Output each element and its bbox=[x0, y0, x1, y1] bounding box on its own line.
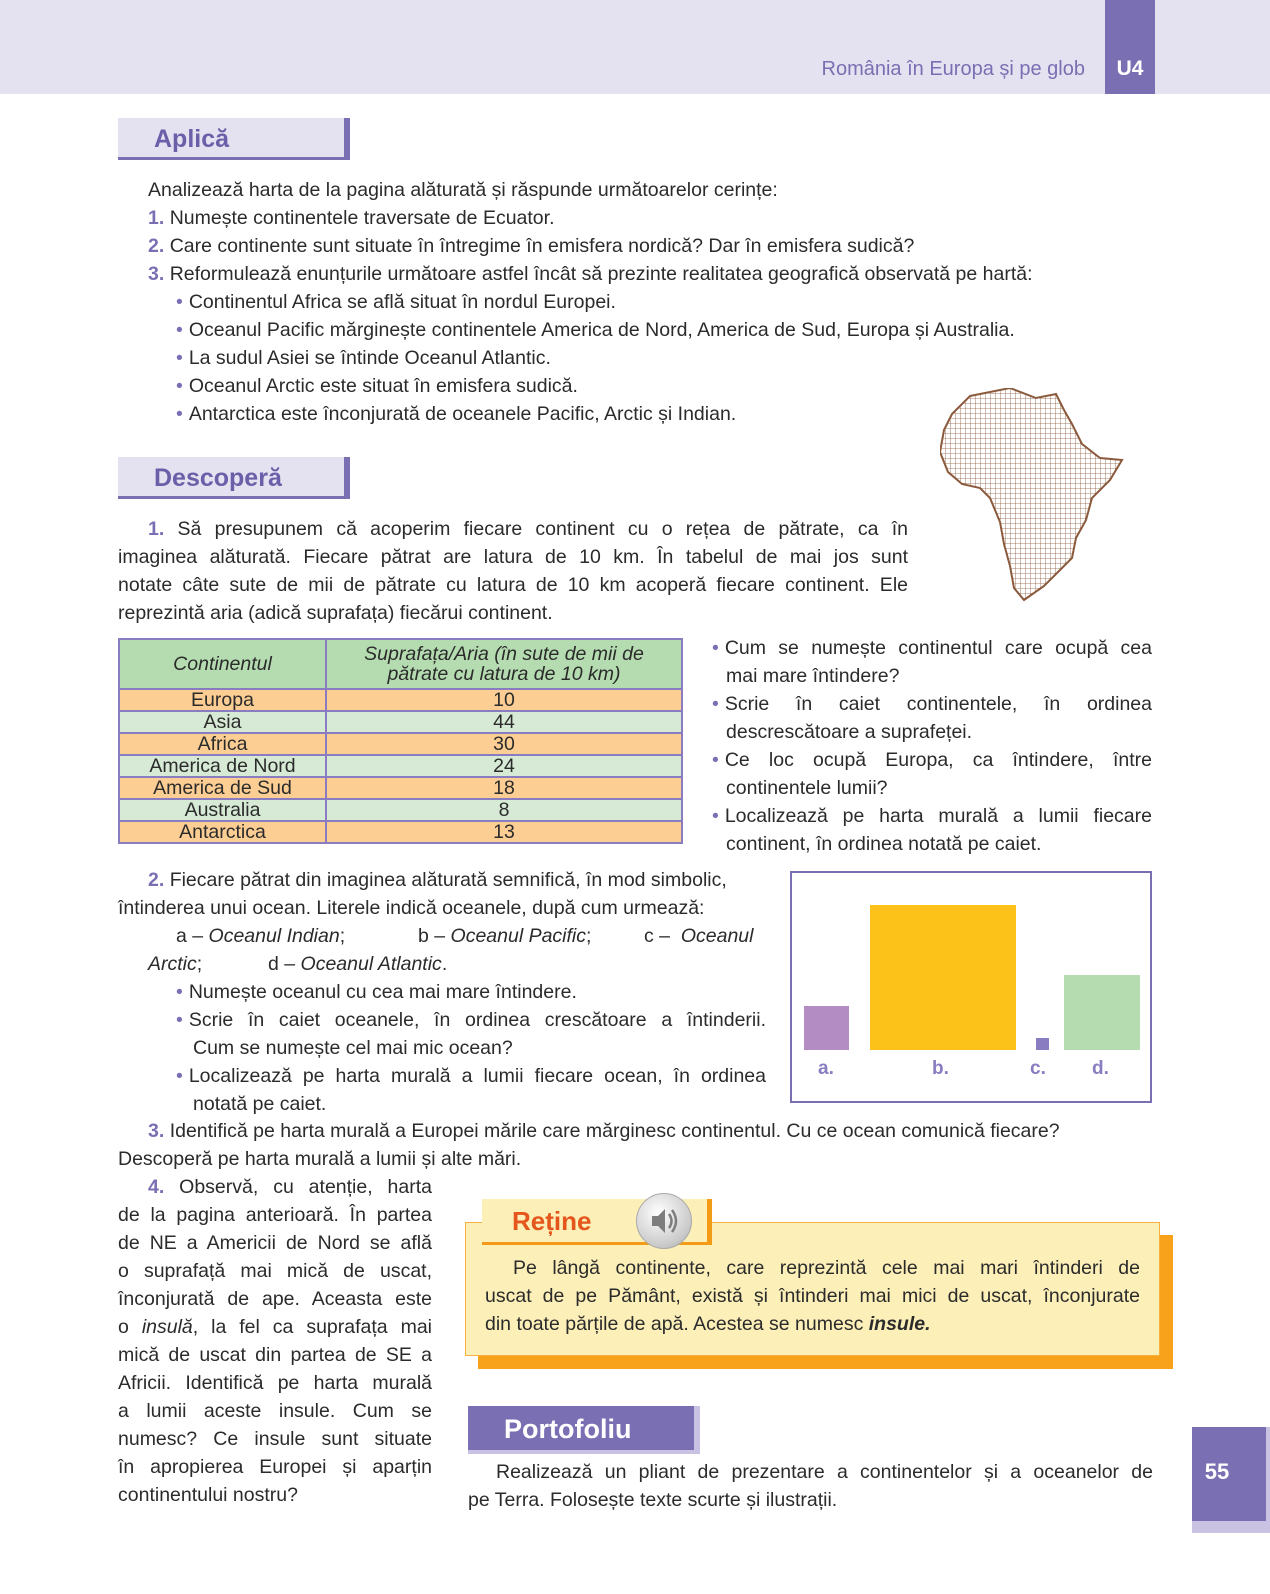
descopera-p4-line: numesc? Ce insule sunt situate bbox=[118, 1428, 432, 1450]
side-bullet: • Ce loc ocupă Europa, ca întindere, între bbox=[712, 746, 1152, 774]
descopera-p3-line: Descoperă pe harta murală a lumii și alte mări. bbox=[118, 1148, 522, 1170]
p2-bullet: • Scrie în caiet oceanele, în ordinea crescătoare a întinderii. bbox=[176, 1006, 766, 1034]
descopera-p4-line: continentului nostru? bbox=[118, 1484, 298, 1506]
ocean-square-d bbox=[1064, 975, 1140, 1050]
descopera-p1-line: 1. Să presupunem că acoperim fiecare continent cu o rețea de pătrate, ca în bbox=[148, 518, 908, 540]
ocean-legend-d: d – Oceanul Atlantic. bbox=[268, 953, 448, 975]
aplica-bullet: • Continentul Africa se află situat în nordul Europei. bbox=[176, 288, 616, 316]
descopera-p4-line: mică de uscat din partea de SE a bbox=[118, 1344, 432, 1366]
page-number: 55 bbox=[1204, 1459, 1230, 1484]
speaker-icon[interactable] bbox=[636, 1193, 692, 1249]
aplica-item-1: 1. Numește continentele traversate de Ecuator. bbox=[148, 207, 555, 229]
aplica-bullet: • La sudul Asiei se întinde Oceanul Atlantic. bbox=[176, 344, 551, 372]
ocean-legend-c: c – Oceanul bbox=[644, 925, 754, 947]
ocean-square-c bbox=[1036, 1038, 1049, 1050]
descopera-p3-line: 3. Identifică pe harta murală a Europei mările care mărginesc continentul. Cu ce ocean comunică fiecare? bbox=[148, 1120, 1060, 1142]
aplica-item-2: 2. Care continente sunt situate în întregime în emisfera nordică? Dar în emisfera sudică? bbox=[148, 235, 915, 257]
descopera-p4-line: Africii. Identifică pe harta murală bbox=[118, 1372, 432, 1394]
retine-line: uscat de pe Pământ, există și întinderi mai mici de uscat, înconjurate bbox=[485, 1285, 1140, 1307]
table-row: Asia 44 bbox=[119, 711, 682, 733]
table-row: America de Nord 24 bbox=[119, 755, 682, 777]
speaker-icon-glyph bbox=[637, 1194, 691, 1248]
unit-label: U4 bbox=[1116, 57, 1144, 80]
p2-bullet: • Numește oceanul cu cea mai mare întindere. bbox=[176, 978, 577, 1006]
ocean-legend-c2: Arctic; bbox=[148, 953, 203, 975]
portofoliu-heading: Portofoliu bbox=[468, 1406, 700, 1454]
ocean-square-label: c. bbox=[1030, 1058, 1046, 1079]
side-bullet: • Cum se numește continentul care ocupă cea bbox=[712, 634, 1152, 662]
descopera-p4-line: o insulă, la fel ca suprafața mai bbox=[118, 1316, 432, 1338]
ocean-square-a bbox=[804, 1006, 849, 1050]
side-bullet-cont: continent, în ordinea notată pe caiet. bbox=[726, 833, 1042, 855]
table-row: America de Sud 18 bbox=[119, 777, 682, 799]
aplica-bullet: • Oceanul Arctic este situat în emisfera sudică. bbox=[176, 372, 578, 400]
side-bullet: • Scrie în caiet continentele, în ordinea bbox=[712, 690, 1152, 718]
descopera-p4-line: de la pagina anterioară. În partea bbox=[118, 1204, 432, 1226]
table-row: Africa 30 bbox=[119, 733, 682, 755]
table-header-row bbox=[119, 639, 682, 689]
side-bullet-cont: mai mare întindere? bbox=[726, 665, 900, 687]
portofoliu-line: pe Terra. Folosește texte scurte și ilustrații. bbox=[468, 1489, 838, 1511]
p2-bullet: • Localizează pe harta murală a lumii fiecare ocean, în ordinea bbox=[176, 1062, 766, 1090]
retine-heading: Reține bbox=[482, 1199, 712, 1245]
table-row: Australia 8 bbox=[119, 799, 682, 821]
continents-table bbox=[118, 638, 683, 844]
retine-line: Pe lângă continente, care reprezintă cele mai mari întinderi de bbox=[513, 1257, 1140, 1279]
ocean-square-label: a. bbox=[818, 1058, 834, 1079]
side-bullet-cont: continentele lumii? bbox=[726, 777, 888, 799]
africa-grid-map bbox=[940, 388, 1140, 613]
aplica-bullet: • Antarctica este înconjurată de oceanele Pacific, Arctic și Indian. bbox=[176, 400, 736, 428]
descopera-p4-line: o suprafață mai mică de uscat, bbox=[118, 1260, 432, 1282]
header-title: România în Europa și pe glob bbox=[821, 58, 1085, 80]
table-row: Europa 10 bbox=[119, 689, 682, 711]
descopera-p4-line: înconjurată de ape. Aceasta este bbox=[118, 1288, 432, 1310]
ocean-legend-a: a – Oceanul Indian; bbox=[176, 925, 346, 947]
retine-line: din toate părțile de apă. Acestea se numesc insule. bbox=[485, 1313, 931, 1335]
p2-bullet-cont: notată pe caiet. bbox=[193, 1093, 327, 1115]
descopera-p1-line: reprezintă aria (adică suprafața) fiecărui continent. bbox=[118, 602, 553, 624]
side-bullet-cont: descrescătoare a suprafeței. bbox=[726, 721, 973, 743]
descopera-p1-line: imaginea alăturată. Fiecare pătrat are latura de 10 km. În tabelul de mai jos sunt bbox=[118, 546, 908, 568]
portofoliu-line: Realizează un pliant de prezentare a continentelor și a oceanelor de bbox=[496, 1461, 1153, 1483]
aplica-intro: Analizează harta de la pagina alăturată și răspunde următoarelor cerințe: bbox=[148, 179, 778, 201]
ocean-square-label: b. bbox=[932, 1058, 949, 1079]
table-header-area: Suprafața/Aria (în sute de mii de pătrate cu latura de 10 km) bbox=[326, 639, 682, 689]
descopera-heading: Descoperă bbox=[118, 457, 350, 499]
ocean-squares-figure bbox=[790, 871, 1152, 1103]
aplica-bullet: • Oceanul Pacific mărginește continentele America de Nord, America de Sud, Europa și Australia. bbox=[176, 316, 1015, 344]
table-row: Antarctica 13 bbox=[119, 821, 682, 843]
descopera-p2-line: întinderea unui ocean. Literele indică oceanele, după cum urmează: bbox=[118, 897, 705, 919]
descopera-p4-line: de NE a Americii de Nord se află bbox=[118, 1232, 432, 1254]
descopera-p4-line: a lumii aceste insule. Cum se bbox=[118, 1400, 432, 1422]
descopera-p4-line: 4. Observă, cu atenție, harta bbox=[148, 1176, 432, 1198]
aplica-item-3: 3. Reformulează enunțurile următoare astfel încât să prezinte realitatea geografică observată pe hartă: bbox=[148, 263, 1033, 285]
descopera-p1-line: notate câte sute de mii de pătrate cu latura de 10 km acoperă fiecare continent. Ele bbox=[118, 574, 908, 596]
ocean-legend-b: b – Oceanul Pacific; bbox=[418, 925, 592, 947]
ocean-square-label: d. bbox=[1092, 1058, 1109, 1079]
descopera-p4-line: în apropierea Europei și aparțin bbox=[118, 1456, 432, 1478]
ocean-square-b bbox=[870, 905, 1016, 1050]
aplica-heading: Aplică bbox=[118, 118, 350, 160]
side-bullet: • Localizează pe harta murală a lumii fiecare bbox=[712, 802, 1152, 830]
p2-bullet-cont: Cum se numește cel mai mic ocean? bbox=[193, 1037, 513, 1059]
table-header-continent: Continentul bbox=[119, 639, 326, 689]
descopera-p2-line: 2. Fiecare pătrat din imaginea alăturată semnifică, în mod simbolic, bbox=[148, 869, 727, 891]
